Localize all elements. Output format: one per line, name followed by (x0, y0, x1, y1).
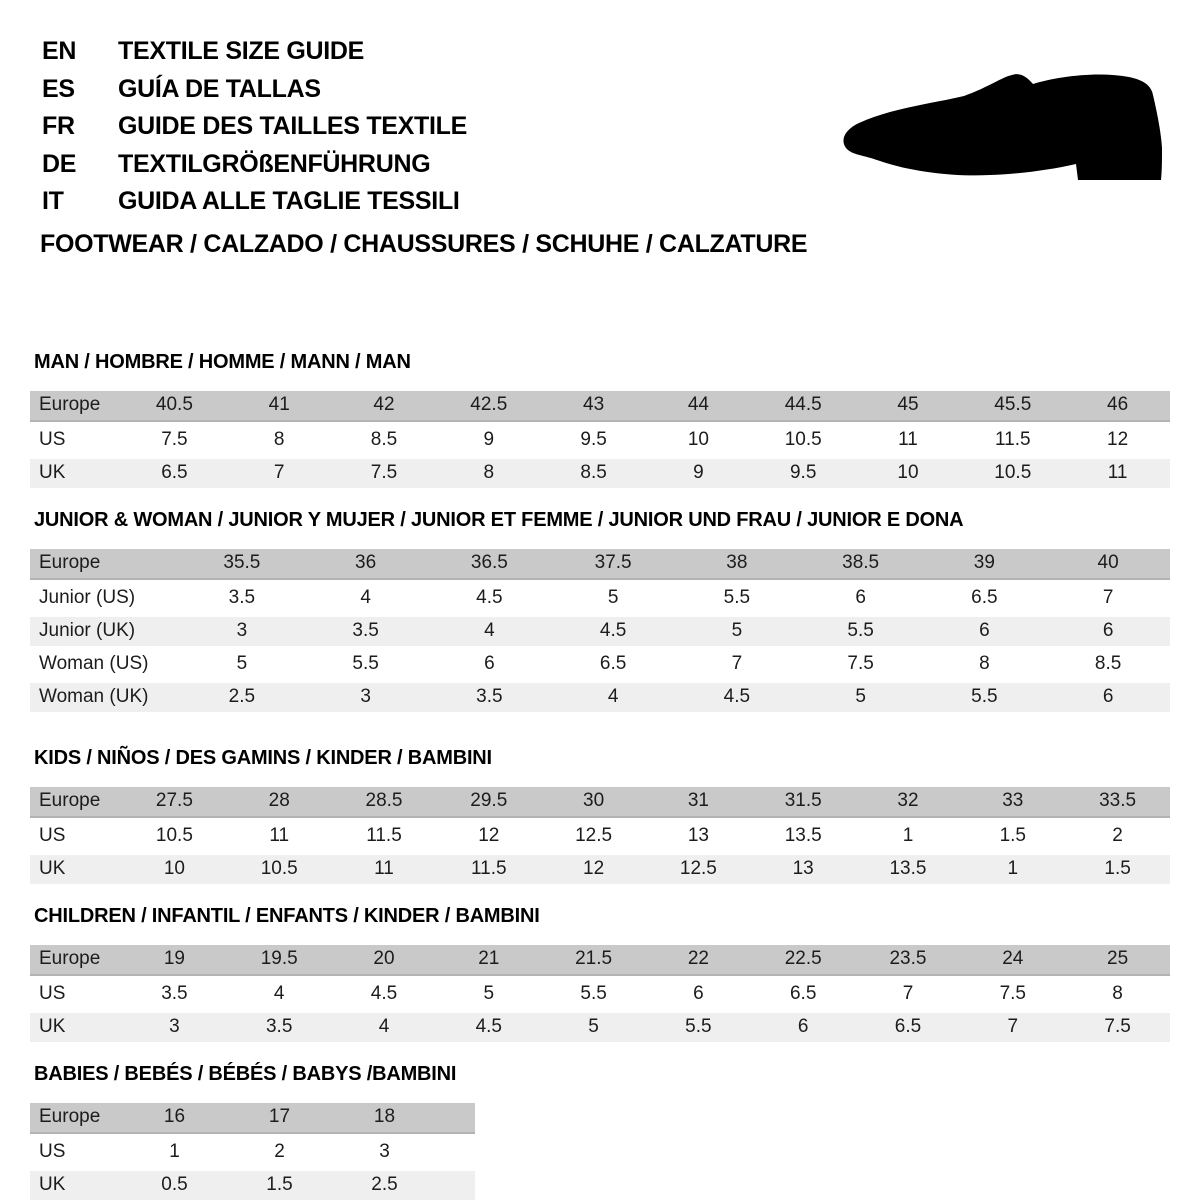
size-table-children (30, 941, 1170, 1046)
size-cell: 2 (227, 1138, 332, 1167)
size-cell: 8 (1065, 980, 1170, 1009)
size-cell: 12.5 (646, 855, 751, 884)
size-cell: 8 (227, 426, 332, 455)
size-cell: 9.5 (751, 459, 856, 488)
size-cell: 0.5 (122, 1171, 227, 1200)
size-cell: 11 (332, 855, 437, 884)
size-cell: 7.5 (122, 426, 227, 455)
size-cell: 16 (122, 1103, 227, 1134)
size-cell: 1.5 (960, 822, 1065, 851)
size-cell: 6.5 (122, 459, 227, 488)
size-cell: 10.5 (960, 459, 1065, 488)
size-cell: 21 (436, 945, 541, 976)
language-code: ES (42, 74, 75, 103)
size-cell: 11.5 (332, 822, 437, 851)
size-cell: 21.5 (541, 945, 646, 976)
row-label: Junior (US) (30, 584, 180, 613)
size-table-man (30, 387, 1170, 492)
size-cell: 5 (180, 650, 304, 679)
size-cell: 7 (960, 1013, 1065, 1042)
size-cell: 6.5 (856, 1013, 961, 1042)
size-cell: 22.5 (751, 945, 856, 976)
size-table-junior-woman (30, 545, 1170, 716)
size-cell: 29.5 (436, 787, 541, 818)
size-cell: 10.5 (227, 855, 332, 884)
size-cell: 13 (751, 855, 856, 884)
size-cell: 11 (1065, 459, 1170, 488)
size-cell: 6 (646, 980, 751, 1009)
size-cell: 10.5 (751, 426, 856, 455)
size-cell: 12.5 (541, 822, 646, 851)
size-cell: 4.5 (675, 683, 799, 712)
table-row (30, 1138, 475, 1167)
table-row (30, 426, 1170, 455)
size-cell: 7.5 (960, 980, 1065, 1009)
row-label: UK (30, 855, 122, 884)
size-cell: 7 (1046, 584, 1170, 613)
size-cell: 7.5 (332, 459, 437, 488)
size-cell: 43 (541, 391, 646, 422)
size-cell: 8.5 (332, 426, 437, 455)
size-cell: 4 (428, 617, 552, 646)
row-label: US (30, 1138, 122, 1167)
size-cell: 23.5 (856, 945, 961, 976)
size-cell: 24 (960, 945, 1065, 976)
size-table-section-junior-woman (30, 509, 1170, 716)
size-cell: 5.5 (304, 650, 428, 679)
size-cell: 7 (675, 650, 799, 679)
size-cell: 6 (1046, 683, 1170, 712)
size-cell: 5.5 (923, 683, 1047, 712)
size-cell: 11 (856, 426, 961, 455)
size-cell: 10 (646, 426, 751, 455)
size-tables-area (30, 351, 1170, 1204)
size-cell: 4.5 (428, 584, 552, 613)
size-cell: 5.5 (541, 980, 646, 1009)
size-cell: 4.5 (551, 617, 675, 646)
size-cell: 33 (960, 787, 1065, 818)
size-cell: 1.5 (1065, 855, 1170, 884)
size-cell: 10 (856, 459, 961, 488)
section-title: JUNIOR & WOMAN / JUNIOR Y MUJER / JUNIOR ET FEMME / JUNIOR UND FRAU / JUNIOR E DONA (34, 508, 964, 531)
section-title: BABIES / BEBÉS / BÉBÉS / BABYS /BAMBINI (34, 1062, 457, 1085)
size-cell: 6 (751, 1013, 856, 1042)
size-cell: 13 (646, 822, 751, 851)
size-cell: 3.5 (304, 617, 428, 646)
table-row (30, 683, 1170, 712)
size-cell: 5 (436, 980, 541, 1009)
size-cell: 37.5 (551, 549, 675, 580)
size-cell: 3.5 (227, 1013, 332, 1042)
row-label: UK (30, 459, 122, 488)
row-label: Europe (30, 787, 122, 818)
row-label: US (30, 980, 122, 1009)
size-cell: 42.5 (436, 391, 541, 422)
table-row (30, 822, 1170, 851)
size-table-section-babies (30, 1063, 1170, 1204)
size-cell: 31.5 (751, 787, 856, 818)
size-cell: 45.5 (960, 391, 1065, 422)
size-cell: 20 (332, 945, 437, 976)
size-table-section-man (30, 351, 1170, 492)
size-cell: 4.5 (332, 980, 437, 1009)
size-cell: 8 (923, 650, 1047, 679)
table-row (30, 1013, 1170, 1042)
language-code: EN (42, 37, 77, 65)
row-label: Europe (30, 391, 122, 422)
size-cell: 7 (856, 980, 961, 1009)
language-code: DE (42, 149, 77, 178)
section-title: CHILDREN / INFANTIL / ENFANTS / KINDER / BAMBINI (34, 904, 540, 927)
size-cell: 22 (646, 945, 751, 976)
size-cell: 6 (923, 617, 1047, 646)
table-row (30, 584, 1170, 613)
size-cell: 13.5 (751, 822, 856, 851)
size-cell: 31 (646, 787, 751, 818)
page-header (30, 33, 1170, 221)
size-cell: 25 (1065, 945, 1170, 976)
row-label: US (30, 426, 122, 455)
size-table-babies (30, 1099, 475, 1204)
row-label: UK (30, 1171, 122, 1200)
size-cell: 38.5 (799, 549, 923, 580)
size-cell: 1.5 (227, 1171, 332, 1200)
size-cell: 38 (675, 549, 799, 580)
size-cell: 5 (551, 584, 675, 613)
size-cell: 5 (675, 617, 799, 646)
table-row (30, 549, 1170, 580)
language-guide-title: GUÍA DE TALLAS (118, 74, 321, 103)
table-row (30, 787, 1170, 818)
category-line: FOOTWEAR / CALZADO / CHAUSSURES / SCHUHE / CALZATURE (40, 229, 808, 258)
size-cell: 2.5 (180, 683, 304, 712)
size-table-section-kids (30, 747, 1170, 888)
size-cell: 28.5 (332, 787, 437, 818)
size-cell: 3 (304, 683, 428, 712)
table-row (30, 980, 1170, 1009)
size-cell: 27.5 (122, 787, 227, 818)
language-guide-title: TEXTILGRÖßENFÜHRUNG (118, 149, 431, 178)
size-cell: 11.5 (960, 426, 1065, 455)
section-title: KIDS / NIÑOS / DES GAMINS / KINDER / BAMBINI (34, 746, 492, 769)
size-cell: 2 (1065, 822, 1170, 851)
size-cell: 12 (1065, 426, 1170, 455)
table-row (30, 391, 1170, 422)
table-row (30, 459, 1170, 488)
size-cell: 2.5 (332, 1171, 437, 1200)
size-cell: 5 (799, 683, 923, 712)
size-cell: 3 (122, 1013, 227, 1042)
size-cell: 12 (541, 855, 646, 884)
row-label: US (30, 822, 122, 851)
table-row (30, 1103, 475, 1134)
size-cell: 8.5 (541, 459, 646, 488)
size-cell: 44.5 (751, 391, 856, 422)
size-cell: 9 (436, 426, 541, 455)
row-label: UK (30, 1013, 122, 1042)
size-cell: 3 (180, 617, 304, 646)
size-cell: 36.5 (428, 549, 552, 580)
size-cell: 7 (227, 459, 332, 488)
size-cell: 6.5 (551, 650, 675, 679)
language-guide-title: TEXTILE SIZE GUIDE (118, 37, 365, 65)
size-cell: 5.5 (675, 584, 799, 613)
size-cell: 10 (122, 855, 227, 884)
size-cell: 9 (646, 459, 751, 488)
size-cell: 45 (856, 391, 961, 422)
size-cell: 1 (856, 822, 961, 851)
size-cell: 3.5 (180, 584, 304, 613)
filler-cell (437, 1103, 475, 1134)
size-cell: 10.5 (122, 822, 227, 851)
size-cell: 13.5 (856, 855, 961, 884)
row-label: Woman (US) (30, 650, 180, 679)
size-cell: 3 (332, 1138, 437, 1167)
size-cell: 3.5 (122, 980, 227, 1009)
size-cell: 1 (122, 1138, 227, 1167)
size-cell: 35.5 (180, 549, 304, 580)
size-table-kids (30, 783, 1170, 888)
size-cell: 5.5 (646, 1013, 751, 1042)
section-title: MAN / HOMBRE / HOMME / MANN / MAN (34, 350, 411, 373)
size-cell: 6 (428, 650, 552, 679)
size-cell: 33.5 (1065, 787, 1170, 818)
size-table-section-children (30, 905, 1170, 1046)
size-cell: 4 (304, 584, 428, 613)
row-label: Europe (30, 945, 122, 976)
size-cell: 44 (646, 391, 751, 422)
table-row (30, 945, 1170, 976)
row-label: Junior (UK) (30, 617, 180, 646)
language-guide-title: GUIDE DES TAILLES TEXTILE (118, 112, 468, 140)
size-cell: 4 (332, 1013, 437, 1042)
size-cell: 1 (960, 855, 1065, 884)
size-cell: 11.5 (436, 855, 541, 884)
size-cell: 32 (856, 787, 961, 818)
size-cell: 5.5 (799, 617, 923, 646)
size-cell: 40 (1046, 549, 1170, 580)
size-cell: 7.5 (799, 650, 923, 679)
table-row (30, 617, 1170, 646)
size-cell: 4 (227, 980, 332, 1009)
size-cell: 3.5 (428, 683, 552, 712)
size-cell: 7.5 (1065, 1013, 1170, 1042)
row-label: Europe (30, 1103, 122, 1134)
size-cell: 39 (923, 549, 1047, 580)
size-cell: 19 (122, 945, 227, 976)
size-cell: 6.5 (751, 980, 856, 1009)
size-cell: 12 (436, 822, 541, 851)
size-cell: 6 (1046, 617, 1170, 646)
size-cell: 30 (541, 787, 646, 818)
size-cell: 4 (551, 683, 675, 712)
size-cell: 5 (541, 1013, 646, 1042)
table-row (30, 1171, 475, 1200)
size-cell: 41 (227, 391, 332, 422)
size-cell: 19.5 (227, 945, 332, 976)
filler-cell (437, 1138, 475, 1167)
filler-cell (437, 1171, 475, 1200)
size-cell: 6 (799, 584, 923, 613)
dress-shoe-silhouette-icon (832, 58, 1172, 208)
table-row (30, 650, 1170, 679)
size-cell: 28 (227, 787, 332, 818)
language-code: IT (42, 187, 64, 215)
size-cell: 46 (1065, 391, 1170, 422)
size-cell: 17 (227, 1103, 332, 1134)
size-cell: 42 (332, 391, 437, 422)
size-cell: 8 (436, 459, 541, 488)
language-code: FR (42, 112, 75, 140)
size-cell: 11 (227, 822, 332, 851)
language-guide-title: GUIDA ALLE TAGLIE TESSILI (118, 187, 460, 215)
size-cell: 40.5 (122, 391, 227, 422)
row-label: Europe (30, 549, 180, 580)
table-row (30, 855, 1170, 884)
size-cell: 8.5 (1046, 650, 1170, 679)
size-cell: 18 (332, 1103, 437, 1134)
size-cell: 9.5 (541, 426, 646, 455)
size-cell: 6.5 (923, 584, 1047, 613)
size-cell: 36 (304, 549, 428, 580)
size-cell: 4.5 (436, 1013, 541, 1042)
row-label: Woman (UK) (30, 683, 180, 712)
